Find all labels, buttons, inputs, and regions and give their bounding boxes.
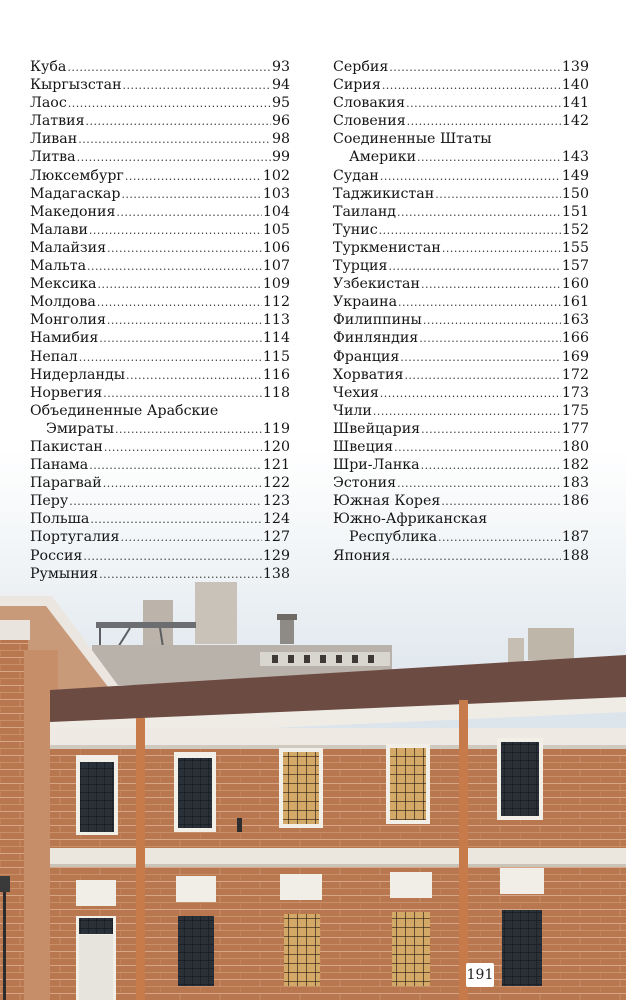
page-ref: 122: [262, 475, 290, 492]
country-name: Сирия: [333, 77, 381, 94]
country-name: Куба: [30, 59, 67, 75]
country-name: Мальта: [30, 258, 87, 275]
index-entry: [30, 366, 290, 384]
page-ref: 94: [271, 77, 290, 94]
country-name: Эмираты: [46, 420, 115, 437]
page-ref: 161: [561, 294, 589, 311]
page-ref: 142: [561, 113, 589, 130]
page-ref: 160: [561, 276, 589, 293]
index-entry: [30, 58, 290, 76]
index-entry: [333, 185, 589, 203]
page-ref: 140: [561, 77, 589, 94]
page-number: 191: [466, 963, 494, 987]
country-name: Кыргызстан: [30, 77, 122, 94]
index-entry: [30, 510, 290, 528]
country-name: Румыния: [30, 565, 99, 582]
page-ref: 123: [262, 493, 290, 510]
country-name: Норвегия: [30, 384, 103, 401]
index-entry: [333, 203, 589, 221]
country-name-line1: Объединенные Арабские: [30, 402, 219, 419]
index-column-right: [333, 58, 589, 565]
page-ref: 183: [561, 475, 589, 492]
country-name: Молдова: [30, 294, 96, 311]
page-ref: 172: [561, 366, 589, 383]
page-ref: 180: [561, 438, 589, 455]
country-name: Люксембург: [30, 167, 124, 184]
page-ref: 173: [561, 384, 589, 401]
country-name: Таиланд: [333, 203, 397, 220]
index-entry: [30, 474, 290, 492]
page-ref: 113: [262, 312, 290, 329]
country-name: Португалия: [30, 529, 120, 546]
country-name: Чили: [333, 402, 372, 419]
page-ref: 95: [271, 95, 290, 112]
index-column-left: [30, 58, 290, 583]
index-entry: [30, 329, 290, 347]
country-name: Лаос: [30, 95, 67, 112]
index-entry: [30, 203, 290, 221]
country-name: Туркменистан: [333, 239, 441, 256]
page-ref: 107: [262, 258, 290, 275]
index-entry: [333, 76, 589, 94]
page-ref: 129: [262, 547, 290, 564]
page-ref: 118: [262, 384, 290, 401]
country-name: Нидерланды: [30, 366, 125, 383]
index-entry: [333, 420, 589, 438]
page-ref: 169: [561, 348, 589, 365]
page-ref: 149: [561, 167, 589, 184]
index-entry: [30, 384, 290, 402]
index-entry: [333, 348, 589, 366]
index-entry: [333, 167, 589, 185]
page-ref: 150: [561, 185, 589, 202]
country-name: Мадагаскар: [30, 185, 121, 202]
page-ref: 187: [561, 529, 589, 546]
country-name: Словакия: [333, 95, 406, 112]
page-ref: 152: [561, 221, 589, 238]
country-name: Македония: [30, 203, 116, 220]
index-entry: [333, 438, 589, 456]
index-entry: [30, 112, 290, 130]
index-entry: [333, 239, 589, 257]
page-ref: 127: [262, 529, 290, 546]
page-ref: 115: [262, 348, 290, 365]
index-entry: [333, 275, 589, 293]
index-entry: [333, 474, 589, 492]
page-ref: 186: [561, 493, 589, 510]
page-ref: 124: [262, 511, 290, 528]
index-entry: [333, 402, 589, 420]
country-name: Швеция: [333, 438, 394, 455]
country-name: Малайзия: [30, 239, 107, 256]
index-entry: [333, 547, 589, 565]
page-ref: 93: [271, 59, 290, 75]
page-ref: 155: [561, 239, 589, 256]
country-name: Тунис: [333, 221, 378, 238]
country-name: Швейцария: [333, 420, 421, 437]
index-entry: [30, 528, 290, 546]
index-entry: [333, 311, 589, 329]
country-name: Пакистан: [30, 438, 103, 455]
index-entry: [30, 167, 290, 185]
index-entry: [30, 94, 290, 112]
country-name: Ливан: [30, 131, 78, 148]
index-entry: [30, 547, 290, 565]
country-name: Парагвай: [30, 475, 102, 492]
page-ref: 103: [262, 185, 290, 202]
index-entry: [333, 293, 589, 311]
page-ref: 163: [561, 312, 589, 329]
country-name: Перу: [30, 493, 69, 510]
country-name: Узбекистан: [333, 276, 420, 293]
country-name: Турция: [333, 258, 388, 275]
index-entry: [333, 384, 589, 402]
country-name: Мексика: [30, 276, 97, 293]
country-name: Америки: [349, 149, 417, 166]
page-ref: 138: [262, 565, 290, 582]
country-name: Судан: [333, 167, 379, 184]
country-name: Франция: [333, 348, 400, 365]
page-ref: 99: [271, 149, 290, 166]
index-entry: [30, 438, 290, 456]
country-name: Малави: [30, 221, 88, 238]
page-ref: 119: [262, 420, 290, 437]
index-entry: [333, 94, 589, 112]
page-ref: 112: [262, 294, 290, 311]
page-ref: 120: [262, 438, 290, 455]
country-name: Намибия: [30, 330, 99, 347]
index-entry: [30, 348, 290, 366]
index-entry: [333, 366, 589, 384]
country-name: Финляндия: [333, 330, 419, 347]
page-ref: 114: [262, 330, 290, 347]
index-entry: [333, 148, 589, 166]
index-entry: [333, 492, 589, 510]
country-name: Украина: [333, 294, 398, 311]
page-ref: 141: [561, 95, 589, 112]
country-name: Чехия: [333, 384, 379, 401]
index-entry: [333, 112, 589, 130]
page-ref: 177: [561, 420, 589, 437]
index-entry: [333, 329, 589, 347]
country-name: Литва: [30, 149, 76, 166]
index-entry: [30, 148, 290, 166]
country-name: Монголия: [30, 312, 106, 329]
index-entry: [30, 311, 290, 329]
country-name: Республика: [349, 529, 438, 546]
index-entry: [30, 239, 290, 257]
index-entry: [30, 420, 290, 438]
index-entry: [30, 257, 290, 275]
country-name: Хорватия: [333, 366, 404, 383]
page-ref: 157: [561, 258, 589, 275]
country-name: Шри-Ланка: [333, 457, 420, 474]
index-entry: [30, 293, 290, 311]
country-name-line1: Южно-Африканская: [333, 511, 488, 528]
page-ref: 96: [271, 113, 290, 130]
index-entry: [333, 528, 589, 546]
page-ref: 175: [561, 402, 589, 419]
index-entry: [30, 221, 290, 239]
page-ref: 139: [561, 59, 589, 75]
page-ref: 151: [561, 203, 589, 220]
country-name: Япония: [333, 547, 391, 564]
page-ref: 109: [262, 276, 290, 293]
page-ref: 104: [262, 203, 290, 220]
page-ref: 143: [561, 149, 589, 166]
page-ref: 98: [271, 131, 290, 148]
page-ref: 188: [561, 547, 589, 564]
index-entry: [30, 76, 290, 94]
country-name: Словения: [333, 113, 406, 130]
country-name: Панама: [30, 457, 89, 474]
page-ref: 105: [262, 221, 290, 238]
page-ref: 102: [262, 167, 290, 184]
index-entry: [333, 257, 589, 275]
index-entry: [30, 275, 290, 293]
page-ref: 116: [262, 366, 290, 383]
index-entry: [333, 456, 589, 474]
country-name: Таджикистан: [333, 185, 435, 202]
index-entry: [333, 221, 589, 239]
country-name-line1: Соединенные Штаты: [333, 131, 492, 148]
index-entry: [30, 130, 290, 148]
page-ref: 182: [561, 457, 589, 474]
index-entry: [30, 492, 290, 510]
country-name: Южная Корея: [333, 493, 441, 510]
page-ref: 121: [262, 457, 290, 474]
country-name: Непал: [30, 348, 78, 365]
page-ref: 166: [561, 330, 589, 347]
index-entry: [30, 185, 290, 203]
country-name: Россия: [30, 547, 83, 564]
page-ref: 106: [262, 239, 290, 256]
country-name: Латвия: [30, 113, 85, 130]
country-name: Эстония: [333, 475, 397, 492]
index-entry: [30, 456, 290, 474]
country-name: Сербия: [333, 59, 389, 75]
country-name: Польша: [30, 511, 90, 528]
index-entry: [333, 58, 589, 76]
country-name: Филиппины: [333, 312, 422, 329]
index-entry: [30, 565, 290, 583]
